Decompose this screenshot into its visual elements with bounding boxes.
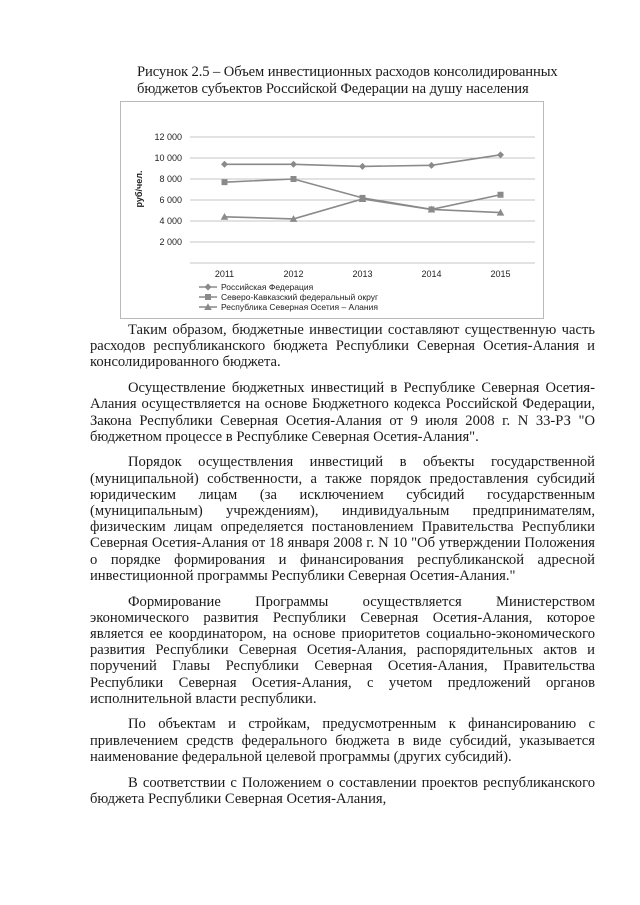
paragraph-4: Формирование Программы осуществляется Министерством экономического развития Республики Северная Осетия-Алания, которое является ее координатором, на основе приоритетов социально-экономического развития Республики Северная Осетия-Алания, распорядительных актов и поручений Главы Республики Северная Осетия-Алания, Правительства Республики Северная Осетия-Алания, с учетом предложений органов исполнительной власти республики. <box>90 593 595 707</box>
y-tick-label: 2 000 <box>159 237 182 247</box>
figure-caption: Рисунок 2.5 – Объем инвестиционных расходов консолидированных бюджетов субъектов Российской Федерации на душу населения <box>137 64 558 97</box>
y-tick-label: 4 000 <box>159 216 182 226</box>
data-point <box>359 163 366 170</box>
series-3 <box>221 195 505 222</box>
x-tick-label: 2012 <box>283 269 304 279</box>
y-tick-label: 8 000 <box>159 174 182 184</box>
data-point <box>222 179 228 185</box>
body-text <box>90 322 595 807</box>
series-line <box>225 179 501 209</box>
x-tick-label: 2014 <box>421 269 442 279</box>
legend-marker <box>205 284 212 291</box>
y-tick-label: 12 000 <box>154 132 182 142</box>
x-axis-ticks <box>215 269 511 279</box>
paragraph-2: Осуществление бюджетных инвестиций в Республике Северная Осетия-Алания осуществляется на основе Бюджетного кодекса Российской Федерации, Закона Республики Северная Осетия-Алания от 9 июля 2008 г. N 33-РЗ "О бюджетном процессе в Республике Северная Осетия-Алания". <box>90 380 595 445</box>
legend-label: Республика Северная Осетия – Алания <box>221 302 378 312</box>
chart-series <box>221 151 505 222</box>
data-point <box>221 161 228 168</box>
x-tick-label: 2011 <box>214 269 235 279</box>
paragraph-5: По объектам и стройкам, предусмотренным к финансированию с привлечением средств федерального бюджета в виде субсидий, указывается наименование федеральной целевой программы (других субсидий). <box>90 716 595 765</box>
legend-label: Российская Федерация <box>221 282 314 292</box>
legend-marker <box>205 294 211 300</box>
series-1 <box>221 151 504 170</box>
data-point <box>291 176 297 182</box>
x-tick-label: 2015 <box>490 269 511 279</box>
y-axis-label: руб/чел. <box>134 170 144 208</box>
data-point <box>290 161 297 168</box>
data-point <box>497 151 504 158</box>
chart-legend <box>199 282 378 312</box>
line-chart <box>120 101 544 319</box>
y-axis-ticks <box>154 132 182 247</box>
data-point <box>498 192 504 198</box>
legend-label: Северо-Кавказский федеральный округ <box>221 292 379 302</box>
y-tick-label: 10 000 <box>154 153 182 163</box>
y-tick-label: 6 000 <box>159 195 182 205</box>
data-point <box>428 162 435 169</box>
paragraph-6: В соответствии с Положением о составлении проектов республиканского бюджета Республики Северная Осетия-Алания, <box>90 774 595 807</box>
series-2 <box>222 176 504 212</box>
paragraph-3: Порядок осуществления инвестиций в объекты государственной (муниципальной) собственности, а также порядок предоставления субсидий юридическим лицам (за исключением субсидий государственным (муниципальным) учреждениям), индивидуальным предпринимателям, физическим лицам определяется постановлением Правительства Республики Северная Осетия-Алания от 18 января 2008 г. N 10 "Об утверждении Положения о порядке формирования и финансирования республиканской адресной инвестиционной программы Республики Северная Осетия-Алания." <box>90 454 595 584</box>
paragraph-1: Таким образом, бюджетные инвестиции составляют существенную часть расходов республиканского бюджета Республики Северная Осетия-Алания и консолидированного бюджета. <box>90 322 595 371</box>
x-tick-label: 2013 <box>352 269 373 279</box>
